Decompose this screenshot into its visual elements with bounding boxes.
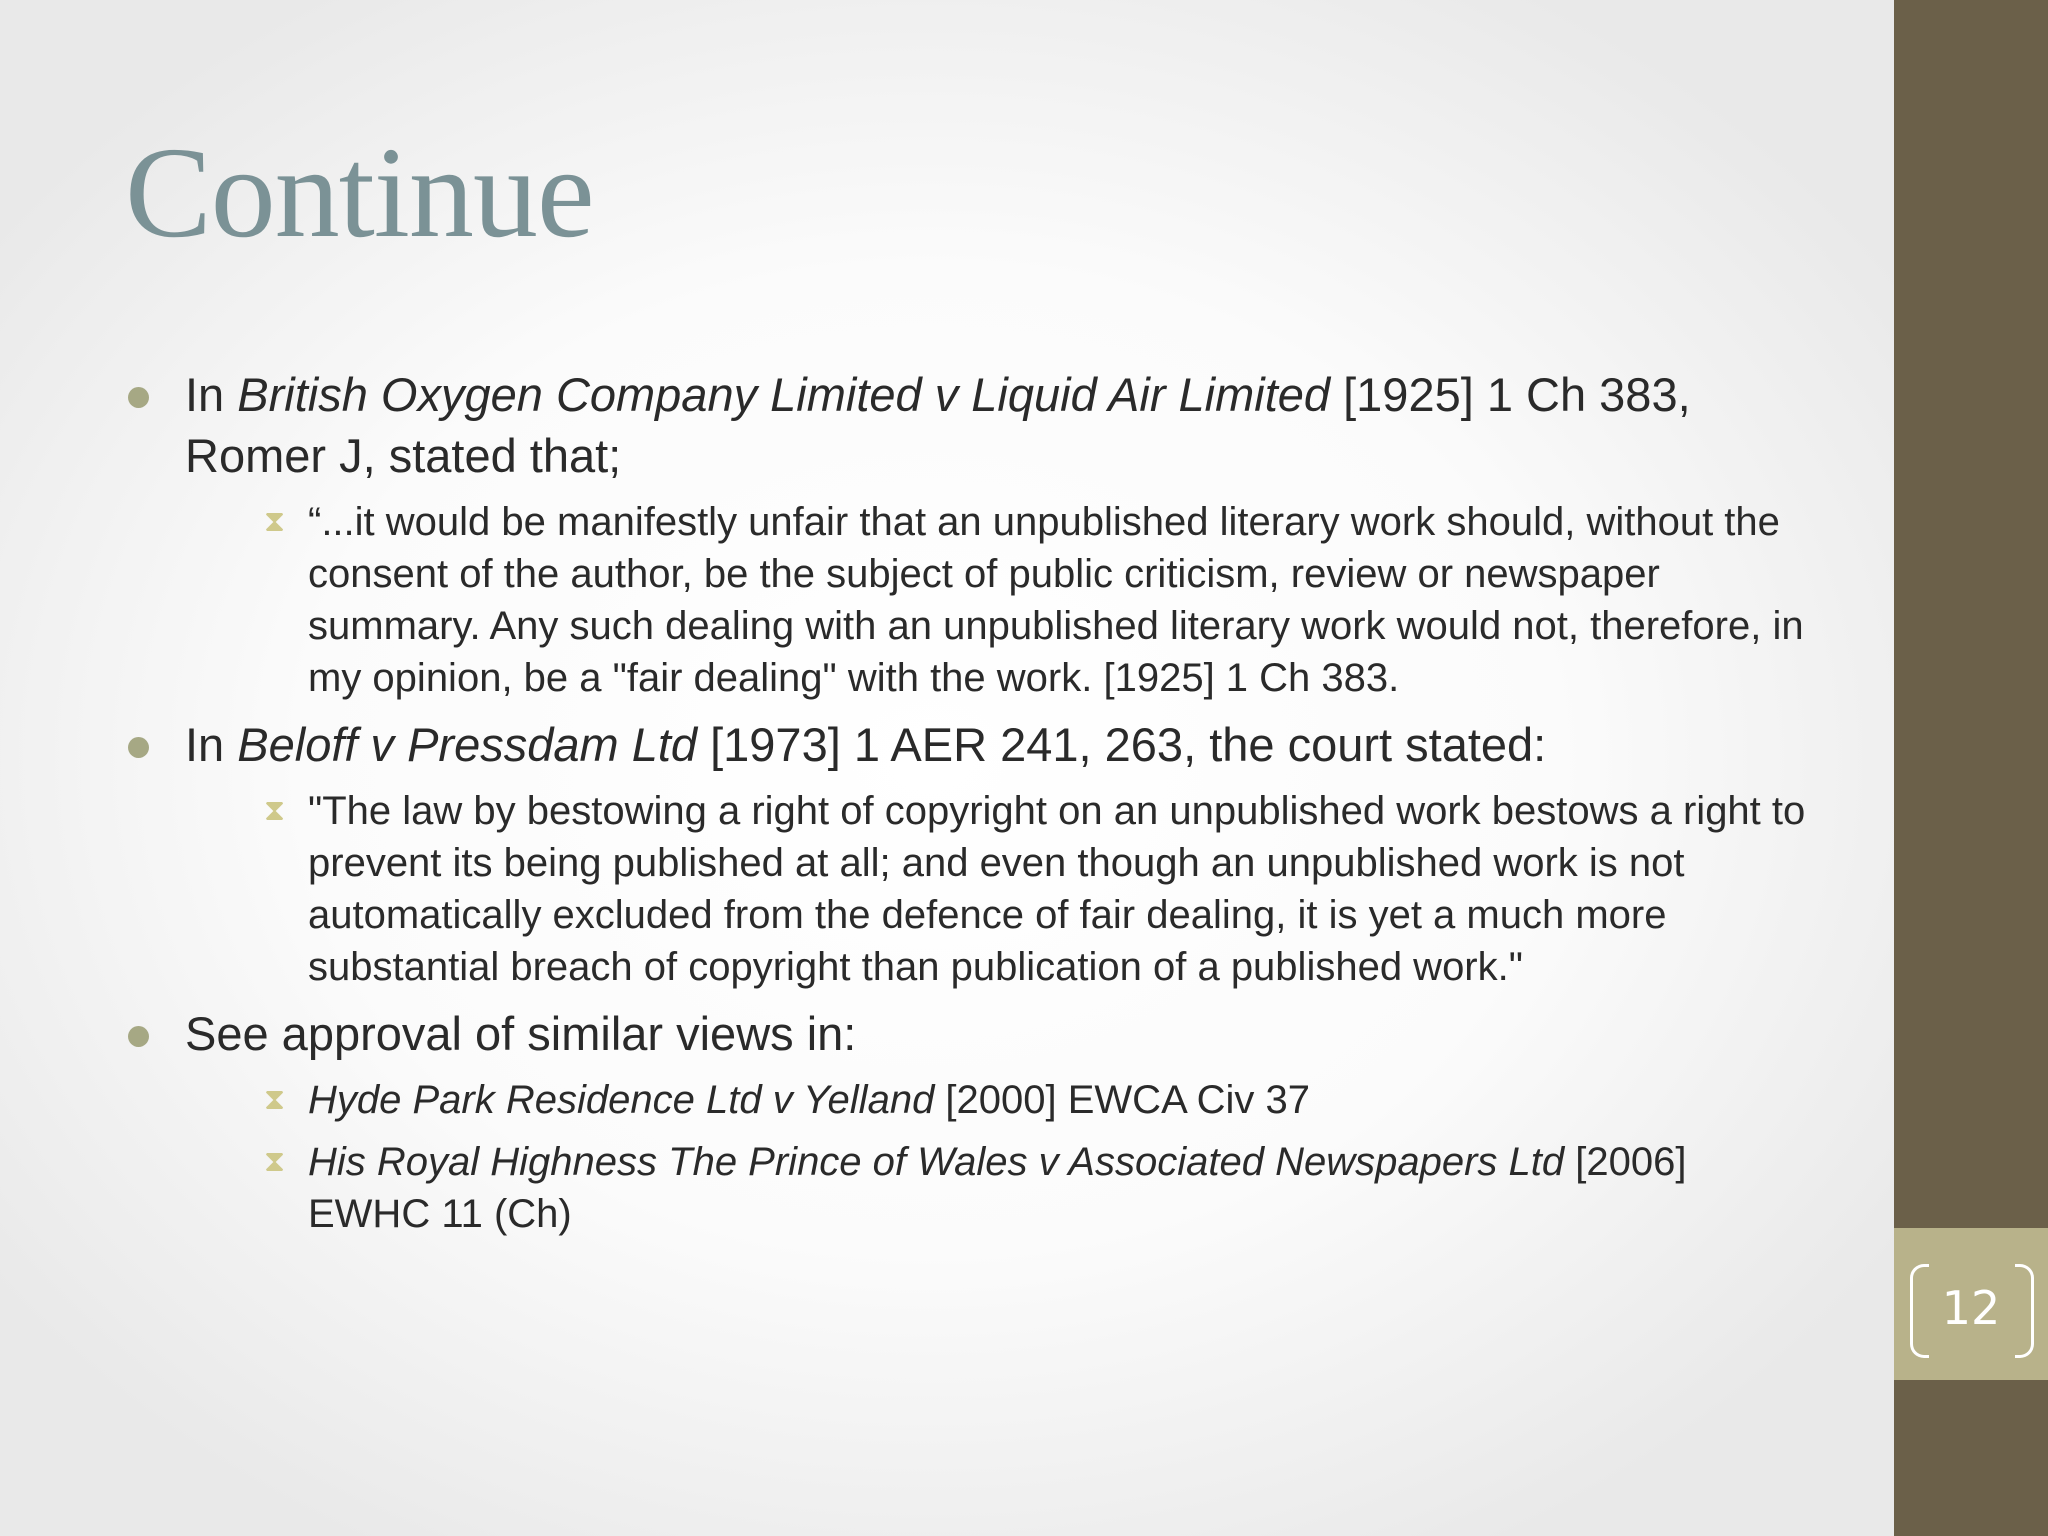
round-bullet-icon [128,387,149,408]
bullet-text-suffix: [1973] 1 AER 241, 263, the court stated: [697,718,1547,771]
bow-tie-bullet-icon: ⧗ [264,794,286,827]
bow-tie-bullet-icon: ⧗ [264,505,286,538]
quote-text: "The law by bestowing a right of copyright on an unpublished work bestows a right to prevent its being published at all; and even though an unpublished work is not automatically excluded from the defence of fair dealing, it is yet a much more substantial breach of copyright than publication of a published work." [308,789,1806,989]
case-name: His Royal Highness The Prince of Wales v Associated Newspapers Ltd [308,1140,1565,1184]
round-bullet-icon [128,1026,149,1047]
slide-body [125,364,1805,1250]
bullet-text-prefix: In [185,368,238,421]
citation: [2000] EWCA Civ 37 [934,1078,1311,1122]
bullet-text-suffix: [1925] 1 Ch 383, Romer J, stated that; [185,368,1691,482]
case-name: Hyde Park Residence Ltd v Yelland [308,1078,935,1122]
round-bullet-icon [128,737,149,758]
bullet-text-prefix: In [185,718,238,771]
quote-beloff [264,785,1808,993]
quote-british-oxygen [264,496,1808,704]
bullet-item-beloff [125,714,1805,775]
case-reference-prince-of-wales [264,1136,1808,1240]
bullet-item-british-oxygen [125,364,1805,486]
quote-text: “...it would be manifestly unfair that an unpublished literary work should, without the consent of the author, be the subject of public criticism, review or newspaper summary. Any such dealing with an unpublished literary work would not, therefore, in my opinion, be a "fair dealing" with the work. [1925] 1 Ch 383. [308,500,1804,700]
page-number-box [1894,1228,2048,1380]
slide-title: Continue [125,121,594,265]
case-name: British Oxygen Company Limited v Liquid Air Limited [237,368,1331,421]
bow-tie-bullet-icon: ⧗ [264,1083,286,1116]
bow-tie-bullet-icon: ⧗ [264,1145,286,1178]
page-number: 12 [1941,1281,2001,1335]
case-reference-hyde-park [264,1074,1808,1126]
bullet-item-see-approval [125,1003,1805,1064]
case-name: Beloff v Pressdam Ltd [237,718,698,771]
bullet-text: See approval of similar views in: [185,1007,857,1060]
citation: [2006] EWHC 11 (Ch) [308,1140,1687,1236]
